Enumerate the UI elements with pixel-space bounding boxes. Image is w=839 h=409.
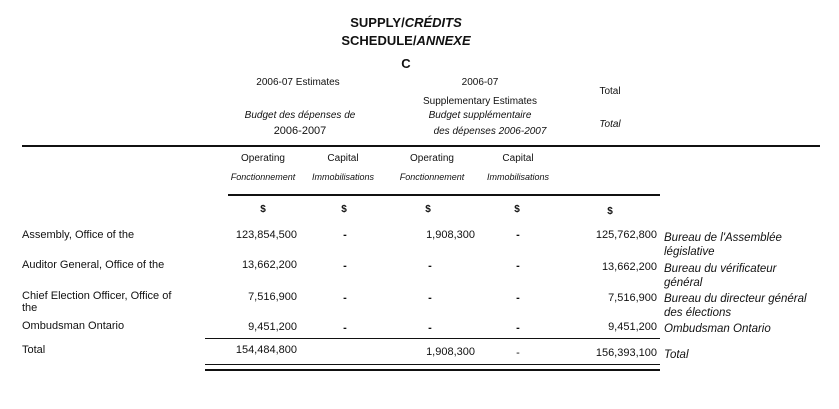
- row-label-fr: Ombudsman Ontario: [664, 323, 771, 335]
- cell-supp-operating: -: [428, 292, 432, 304]
- totals-rule-bottom-1: [205, 364, 660, 365]
- subheader-rule: [228, 194, 660, 196]
- col-supp-operating-fr: Fonctionnement: [399, 172, 465, 182]
- estimates-heading-fr: Budget des dépenses de: [244, 110, 356, 121]
- cell-total: 9,451,200: [608, 321, 657, 333]
- cell-supp-capital: -: [516, 229, 520, 241]
- supp-year: 2006-07: [461, 77, 499, 88]
- estimates-heading: 2006-07 Estimates: [256, 77, 340, 88]
- title-schedule: SCHEDULE/ANNEXE: [341, 33, 471, 48]
- row-label: Auditor General, Office of the: [22, 259, 165, 271]
- currency-supp-capital: $: [514, 204, 520, 215]
- totals-label: Total: [22, 344, 46, 356]
- cell-supp-capital: -: [516, 322, 520, 334]
- cell-operating: 13,662,200: [241, 259, 297, 271]
- col-capital-fr: Immobilisations: [311, 172, 375, 182]
- row-label-fr: Bureau du vérificateur général: [664, 263, 777, 289]
- col-operating-fr: Fonctionnement: [230, 172, 296, 182]
- currency-capital: $: [341, 204, 347, 215]
- col-supp-capital-fr: Immobilisations: [486, 172, 550, 182]
- total-heading: Total: [599, 86, 621, 97]
- cell-operating: 9,451,200: [248, 321, 297, 333]
- currency-supp-operating: $: [425, 204, 431, 215]
- schedule-letter: C: [401, 56, 411, 71]
- cell-capital: -: [343, 260, 347, 272]
- row-label-fr: Bureau du directeur général des élections: [664, 293, 807, 319]
- col-operating: Operating: [241, 153, 285, 164]
- cell-capital: -: [343, 229, 347, 241]
- row-label-fr: Bureau de l'Assemblée législative: [664, 232, 782, 258]
- totals-rule-bottom-2: [205, 369, 660, 371]
- totals-supp-capital: -: [516, 347, 520, 359]
- cell-supp-operating: -: [428, 322, 432, 334]
- cell-total: 7,516,900: [608, 292, 657, 304]
- currency-operating: $: [260, 204, 266, 215]
- cell-capital: -: [343, 322, 347, 334]
- row-label: Assembly, Office of the: [22, 229, 135, 241]
- supp-heading-fr-2: des dépenses 2006-2007: [433, 126, 547, 137]
- col-supp-capital: Capital: [502, 153, 534, 164]
- cell-operating: 7,516,900: [248, 291, 297, 303]
- currency-total: $: [607, 206, 613, 217]
- header-rule: [22, 145, 820, 147]
- supp-heading-fr-1: Budget supplémentaire: [428, 110, 532, 121]
- cell-supp-capital: -: [516, 260, 520, 272]
- title-supply: SUPPLY/CRÉDITS: [350, 15, 462, 30]
- cell-supp-capital: -: [516, 292, 520, 304]
- totals-total: 156,393,100: [595, 347, 657, 359]
- cell-total: 13,662,200: [601, 261, 657, 273]
- cell-supp-operating: -: [428, 260, 432, 272]
- estimates-year: 2006-2007: [273, 125, 327, 137]
- totals-rule-top: [205, 338, 660, 339]
- cell-total: 125,762,800: [595, 229, 657, 241]
- cell-operating: 123,854,500: [235, 229, 297, 241]
- supp-heading: Supplementary Estimates: [423, 96, 537, 107]
- col-capital: Capital: [327, 153, 359, 164]
- totals-supp-operating: 1,908,300: [426, 346, 475, 358]
- cell-capital: -: [343, 292, 347, 304]
- cell-supp-operating: 1,908,300: [426, 229, 475, 241]
- totals-operating: 154,484,800: [235, 344, 297, 356]
- total-heading-fr: Total: [599, 119, 621, 130]
- row-label: Ombudsman Ontario: [22, 320, 125, 332]
- row-label: Chief Election Officer, Office of the: [22, 290, 172, 314]
- col-supp-operating: Operating: [410, 153, 454, 164]
- totals-label-fr: Total: [664, 349, 689, 361]
